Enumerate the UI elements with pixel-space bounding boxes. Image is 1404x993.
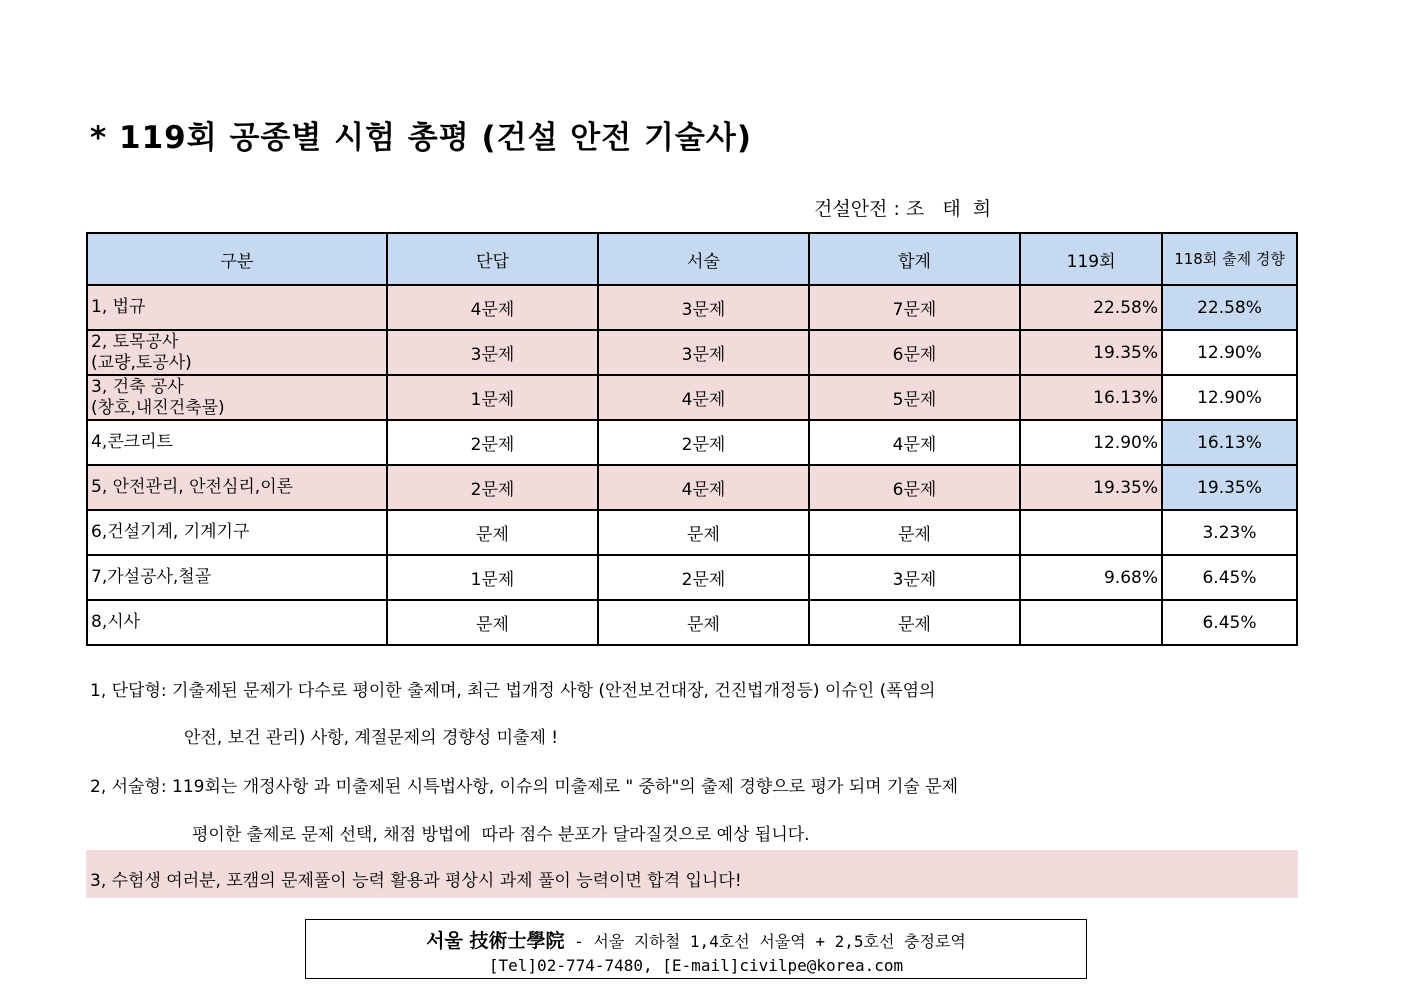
row-category bbox=[87, 420, 387, 465]
cell-total: 4문제 bbox=[809, 420, 1021, 465]
table-row bbox=[87, 510, 1297, 555]
cell-essay: 2문제 bbox=[598, 555, 809, 600]
cell-total: 문제 bbox=[809, 600, 1021, 645]
row-category bbox=[87, 375, 387, 420]
category-label: 1, 법규 bbox=[91, 297, 146, 317]
category-sublabel: (교량,토공사) bbox=[91, 352, 192, 373]
cell-short: 1문제 bbox=[387, 555, 599, 600]
cell-short: 문제 bbox=[387, 600, 599, 645]
author-line: 건설안전 : 조 태 희 bbox=[814, 198, 992, 220]
cell-119: 19.35% bbox=[1020, 465, 1162, 510]
cell-short: 2문제 bbox=[387, 420, 599, 465]
cell-total: 5문제 bbox=[809, 375, 1021, 420]
row-category bbox=[87, 330, 387, 375]
academy-contact: [Tel]02-774-7480, [E-mail]civilpe@korea.com bbox=[488, 956, 904, 975]
header-category: 구분 bbox=[87, 233, 387, 285]
category-label: 8,시사 bbox=[91, 612, 141, 632]
page-title: * 119회 공종별 시험 총평 (건설 안전 기술사) bbox=[90, 120, 752, 156]
cell-short: 1문제 bbox=[387, 375, 599, 420]
cell-118: 22.58% bbox=[1162, 285, 1297, 330]
category-sublabel: (창호,내진건축물) bbox=[91, 397, 225, 418]
cell-essay: 3문제 bbox=[598, 330, 809, 375]
row-category bbox=[87, 465, 387, 510]
category-label: 3, 건축 공사 bbox=[91, 376, 184, 397]
cell-essay: 4문제 bbox=[598, 465, 809, 510]
row-category bbox=[87, 600, 387, 645]
note-encouragement: 3, 수험생 여러분, 포캠의 문제풀이 능력 활용과 평상시 과제 풀이 능력이면 합격 입니다! bbox=[90, 871, 742, 891]
header-short: 단답 bbox=[387, 233, 599, 285]
cell-119: 22.58% bbox=[1020, 285, 1162, 330]
row-category bbox=[87, 510, 387, 555]
cell-119 bbox=[1020, 600, 1162, 645]
header-118-trend: 118회 출제 경향 bbox=[1162, 233, 1297, 285]
cell-118: 6.45% bbox=[1162, 555, 1297, 600]
cell-total: 6문제 bbox=[809, 330, 1021, 375]
cell-total: 문제 bbox=[809, 510, 1021, 555]
cell-short: 문제 bbox=[387, 510, 599, 555]
note-essay: 2, 서술형: 119회는 개정사항 과 미출제된 시특법사항, 이슈의 미출제로 " 중하"의 출제 경향으로 평가 되며 기술 문제 bbox=[90, 777, 959, 797]
table-row bbox=[87, 375, 1297, 420]
table-row bbox=[87, 285, 1297, 330]
table-row bbox=[87, 330, 1297, 375]
cell-118: 3.23% bbox=[1162, 510, 1297, 555]
category-label: 6,건설기계, 기계기구 bbox=[91, 522, 250, 542]
table-row bbox=[87, 420, 1297, 465]
cell-essay: 4문제 bbox=[598, 375, 809, 420]
cell-total: 7문제 bbox=[809, 285, 1021, 330]
academy-name: 서울 技術士學院 bbox=[426, 930, 565, 952]
cell-short: 3문제 bbox=[387, 330, 599, 375]
cell-119: 19.35% bbox=[1020, 330, 1162, 375]
academy-address: - 서울 지하철 1,4호선 서울역 + 2,5호선 충정로역 bbox=[564, 932, 966, 951]
note-essay-cont: 평이한 출제로 문제 선택, 채점 방법에 따라 점수 분포가 달라질것으로 예상 됩니다. bbox=[192, 825, 810, 845]
category-label: 7,가설공사,철골 bbox=[91, 567, 212, 587]
cell-118: 12.90% bbox=[1162, 375, 1297, 420]
cell-short: 4문제 bbox=[387, 285, 599, 330]
category-label: 2, 토목공사 bbox=[91, 331, 179, 352]
cell-118: 6.45% bbox=[1162, 600, 1297, 645]
header-total: 합계 bbox=[809, 233, 1021, 285]
cell-essay: 2문제 bbox=[598, 420, 809, 465]
header-119: 119회 bbox=[1020, 233, 1162, 285]
cell-total: 3문제 bbox=[809, 555, 1021, 600]
table-row bbox=[87, 600, 1297, 645]
cell-short: 2문제 bbox=[387, 465, 599, 510]
cell-118: 12.90% bbox=[1162, 330, 1297, 375]
cell-total: 6문제 bbox=[809, 465, 1021, 510]
table-row bbox=[87, 555, 1297, 600]
cell-essay: 문제 bbox=[598, 600, 809, 645]
category-label: 4,콘크리트 bbox=[91, 432, 173, 452]
note-short-answer-cont: 안전, 보건 관리) 사항, 계절문제의 경향성 미출제 ! bbox=[184, 728, 559, 748]
cell-essay: 3문제 bbox=[598, 285, 809, 330]
note-short-answer: 1, 단답형: 기출제된 문제가 다수로 평이한 출제며, 최근 법개정 사항 (안전보건대장, 건진법개정등) 이슈인 (폭염의 bbox=[90, 681, 936, 701]
table-header-row bbox=[87, 233, 1297, 285]
footer-box bbox=[305, 919, 1087, 979]
cell-119: 16.13% bbox=[1020, 375, 1162, 420]
header-essay: 서술 bbox=[598, 233, 809, 285]
cell-119: 12.90% bbox=[1020, 420, 1162, 465]
category-label: 5, 안전관리, 안전심리,이론 bbox=[91, 477, 294, 497]
summary-table bbox=[86, 232, 1298, 646]
cell-118: 19.35% bbox=[1162, 465, 1297, 510]
cell-119: 9.68% bbox=[1020, 555, 1162, 600]
row-category bbox=[87, 285, 387, 330]
cell-119 bbox=[1020, 510, 1162, 555]
cell-essay: 문제 bbox=[598, 510, 809, 555]
cell-118: 16.13% bbox=[1162, 420, 1297, 465]
table-row bbox=[87, 465, 1297, 510]
row-category bbox=[87, 555, 387, 600]
